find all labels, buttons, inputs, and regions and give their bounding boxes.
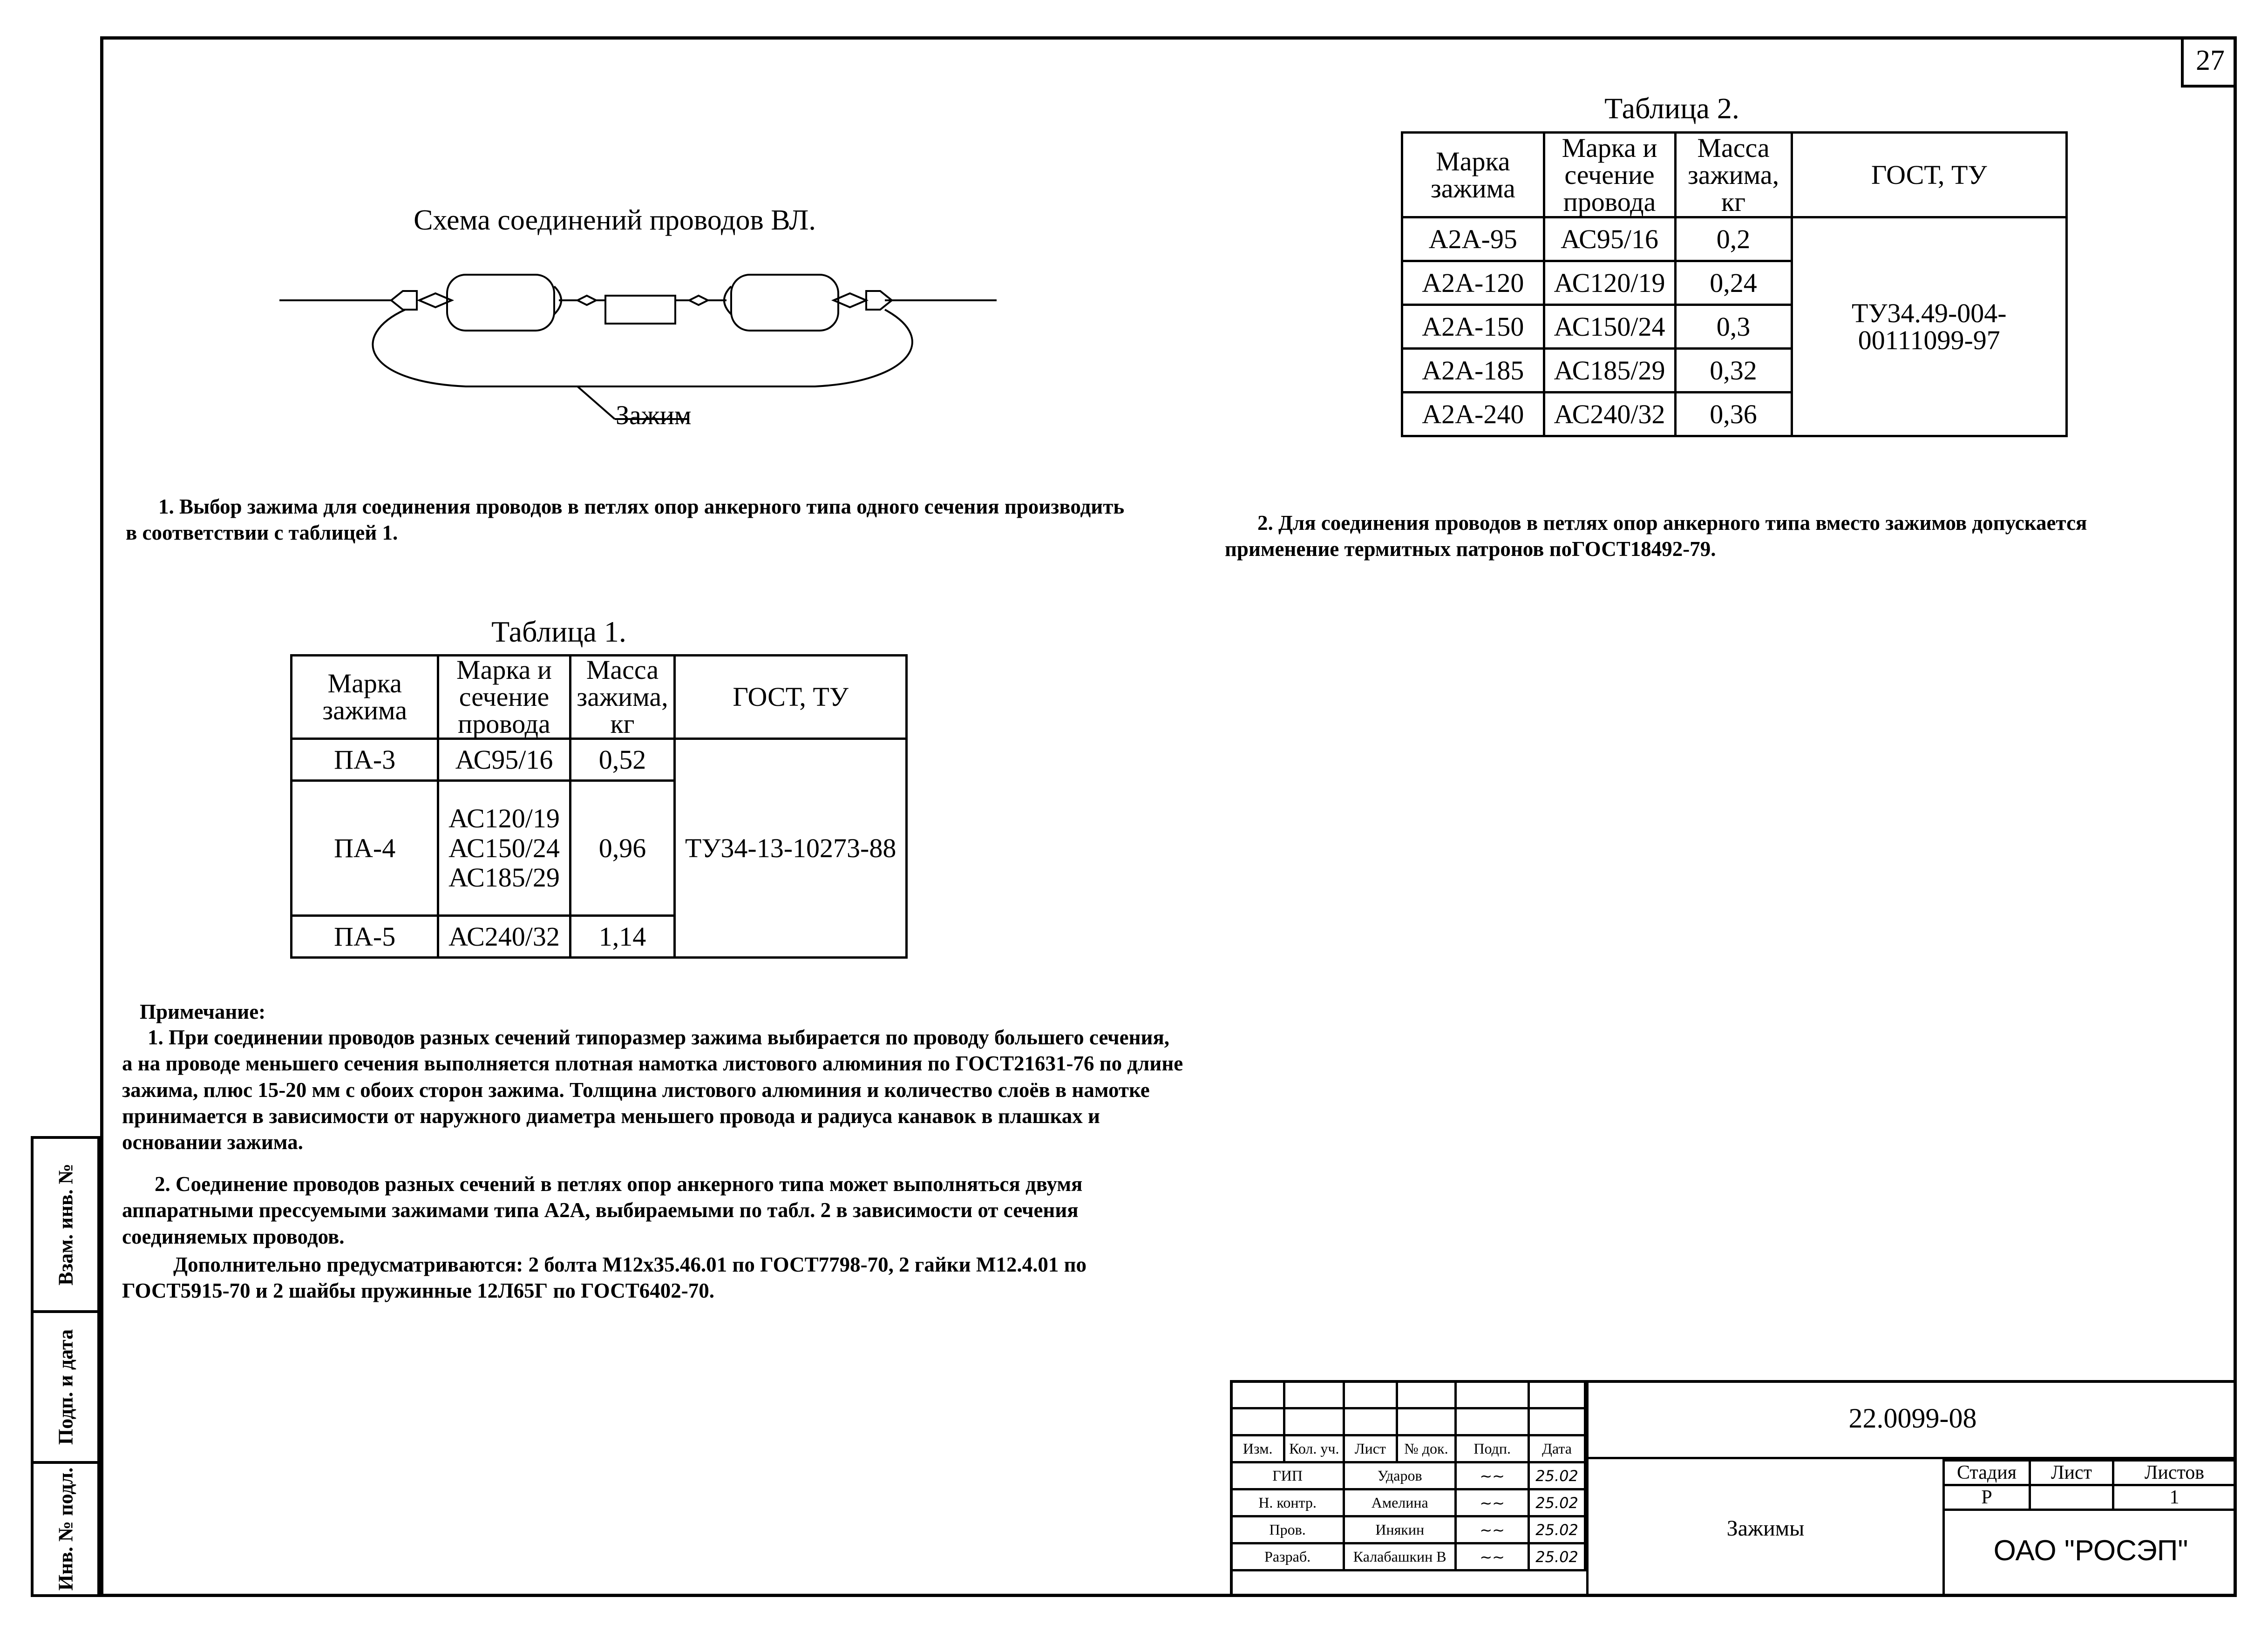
signature-icon: ~~ — [1456, 1516, 1529, 1543]
t1-wire: АС240/32 — [438, 916, 570, 958]
t1-mark: ПА-5 — [292, 916, 438, 958]
t2-mass: 0,3 — [1675, 305, 1792, 349]
t2-header-mass: Масса зажима, кг — [1675, 133, 1792, 217]
t1-wire: АС120/19 АС150/24 АС185/29 — [438, 781, 570, 916]
t1-wire: АС95/16 — [438, 739, 570, 781]
t1-mass: 1,14 — [570, 916, 675, 958]
t2-mark: А2А-150 — [1402, 305, 1544, 349]
t2-gost: ТУ34.49-004-00111099-97 — [1792, 217, 2066, 436]
stage-table — [1942, 1459, 2237, 1511]
side-podp-label: Подп. и дата — [54, 1329, 77, 1445]
sign-date: 25.02 — [1529, 1516, 1585, 1543]
t1-header-gost: ГОСТ, ТУ — [675, 656, 907, 739]
signature-icon: ~~ — [1456, 1489, 1529, 1516]
t2-wire: АС240/32 — [1544, 393, 1675, 436]
sheet-header: Лист — [2030, 1461, 2113, 1485]
t1-mark: ПА-4 — [292, 781, 438, 916]
t1-mass: 0,96 — [570, 781, 675, 916]
sheets-header: Листов — [2113, 1461, 2235, 1485]
person-name: Ударов — [1344, 1462, 1456, 1489]
t1-mass: 0,52 — [570, 739, 675, 781]
t2-mass: 0,24 — [1675, 261, 1792, 305]
side-inv-label: Инв. № подл. — [54, 1467, 77, 1591]
col-kol: Кол. уч. — [1284, 1435, 1344, 1462]
sign-date: 25.02 — [1529, 1543, 1585, 1570]
t1-header-mass: Масса зажима, кг — [570, 656, 675, 739]
stage-value: Р — [1944, 1485, 2030, 1510]
table-2 — [1401, 131, 2068, 437]
clamp-label: Зажим — [616, 400, 692, 430]
t1-header-mark: Марка зажима — [292, 656, 438, 739]
side-vzam-inv — [31, 1136, 100, 1313]
document-code: 22.0099-08 — [1586, 1380, 2237, 1459]
t1-header-wire: Марка и сечение провода — [438, 656, 570, 739]
person-name: Калабашкин В — [1344, 1543, 1456, 1570]
t2-wire: АС150/24 — [1544, 305, 1675, 349]
t2-mass: 0,2 — [1675, 217, 1792, 261]
sheets-value: 1 — [2113, 1485, 2235, 1510]
col-date: Дата — [1529, 1435, 1585, 1462]
t2-mark: А2А-95 — [1402, 217, 1544, 261]
signature-icon: ~~ — [1456, 1543, 1529, 1570]
organization-name: ОАО "РОСЭП" — [1942, 1504, 2237, 1597]
t2-mark: А2А-120 — [1402, 261, 1544, 305]
col-izm: Изм. — [1231, 1435, 1284, 1462]
sign-date: 25.02 — [1529, 1462, 1585, 1489]
col-doc: № док. — [1397, 1435, 1456, 1462]
revision-grid — [1230, 1380, 1586, 1571]
t2-mark: А2А-240 — [1402, 393, 1544, 436]
role: Пров. — [1231, 1516, 1344, 1543]
title-block — [1230, 1380, 2237, 1597]
t1-mark: ПА-3 — [292, 739, 438, 781]
table2-caption: Таблица 2. — [1604, 92, 1739, 125]
t2-header-wire: Марка и сечение провода — [1544, 133, 1675, 217]
col-list: Лист — [1344, 1435, 1397, 1462]
t2-mass: 0,32 — [1675, 349, 1792, 393]
t2-header-mark: Марка зажима — [1402, 133, 1544, 217]
role: Разраб. — [1231, 1543, 1344, 1570]
side-inv-podl — [31, 1461, 100, 1597]
note-item-3: Дополнительно предусматриваются: 2 болта М12х35.46.01 по ГОСТ7798-70, 2 гайки М12.4.01 по ГОСТ5915-70 и 2 шайбы пружинные 12Л65Г по ГОСТ6402-70. — [122, 1253, 1087, 1303]
stage-header: Стадия — [1944, 1461, 2030, 1485]
col-podp: Подп. — [1456, 1435, 1529, 1462]
t2-header-gost: ГОСТ, ТУ — [1792, 133, 2066, 217]
note-item-2: 2. Соединение проводов разных сечений в петлях опор анкерного типа может выполняться двумя аппаратными прессуемыми зажимами типа А2А, выбираемыми по табл. 2 в зависимости от сечения соединяемых проводов. — [122, 1172, 1083, 1248]
paragraph-1: 1. Выбор зажима для соединения проводов в петлях опор анкерного типа одного сечения производить в соответствии с таблицей 1. — [126, 495, 1125, 545]
table1-caption: Таблица 1. — [491, 615, 626, 648]
schema-title: Схема соединений проводов ВЛ. — [414, 204, 816, 236]
t2-wire: АС185/29 — [1544, 349, 1675, 393]
t2-mass: 0,36 — [1675, 393, 1792, 436]
paragraph-2: 2. Для соединения проводов в петлях опор анкерного типа вместо зажимов допускается применение термитных патронов поГОСТ18492-79. — [1225, 511, 2087, 561]
person-name: Инякин — [1344, 1516, 1456, 1543]
note-heading: Примечание: — [140, 1000, 266, 1023]
role: ГИП — [1231, 1462, 1344, 1489]
side-podp-data — [31, 1310, 100, 1464]
table-1 — [290, 654, 908, 959]
person-name: Амелина — [1344, 1489, 1456, 1516]
signature-icon: ~~ — [1456, 1462, 1529, 1489]
role: Н. контр. — [1231, 1489, 1344, 1516]
t2-mark: А2А-185 — [1402, 349, 1544, 393]
t2-wire: АС120/19 — [1544, 261, 1675, 305]
note-item-1: 1. При соединении проводов разных сечений типоразмер зажима выбирается по проводу большего сечения, а на проводе меньшего сечения выполняется плотная намотка листового алюминия по ГОСТ21631-76 по длине зажима, плюс 15-20 мм с обоих сторон зажима. Толщина листового алюминия и количество слоёв в намотке принимается в зависимости от наружного диаметра меньшего провода и радиуса канавок в плашках и основании зажима. — [122, 1026, 1183, 1154]
sheet-number: 27 — [2181, 36, 2237, 88]
t2-wire: АС95/16 — [1544, 217, 1675, 261]
t1-gost: ТУ34-13-10273-88 — [675, 739, 907, 958]
side-vzam-label: Взам. инв. № — [54, 1164, 77, 1286]
sign-date: 25.02 — [1529, 1489, 1585, 1516]
document-title: Зажимы — [1586, 1459, 1942, 1597]
